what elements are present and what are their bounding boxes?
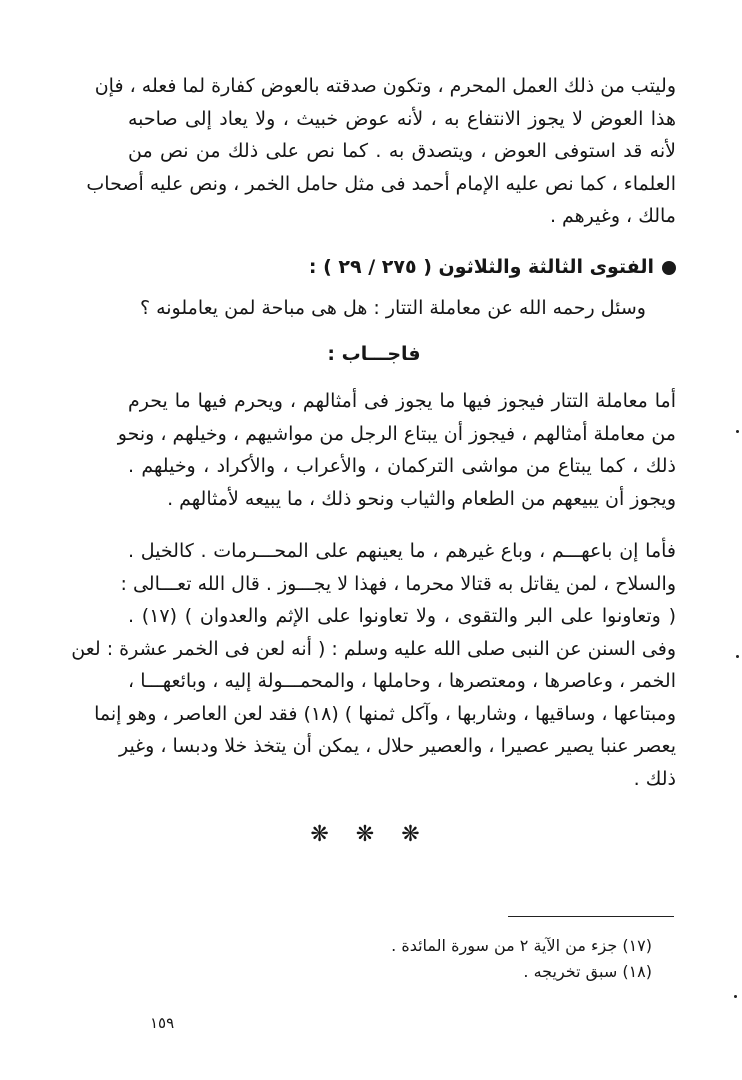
text-line: لأنه قد استوفى العوض ، ويتصدق به . كما نص على ذلك من نص من xyxy=(128,140,676,162)
text-line: الخمر ، وعاصرها ، ومعتصرها ، وحاملها ، والمحمـــولة إليه ، وبائعهـــا ، xyxy=(128,670,676,692)
question-text: وسئل رحمه الله عن معاملة التتار : هل هى مباحة لمن يعاملونه ؟ xyxy=(139,297,646,319)
text-line: العلماء ، كما نص عليه الإمام أحمد فى مثل حامل الخمر ، ونص عليه أصحاب xyxy=(86,172,676,195)
footnote-17: (١٧) جزء من الآية ٢ من سورة المائدة . xyxy=(391,936,652,955)
footnote-divider xyxy=(508,916,674,917)
answer-heading: فاجـــاب : xyxy=(327,343,421,365)
footnote-18: (١٨) سبق تخريجه . xyxy=(523,962,652,981)
section-heading xyxy=(200,256,676,278)
text-line: وفى السنن عن النبى صلى الله عليه وسلم : ( أنه لعن فى الخمر عشرة : لعن xyxy=(71,637,676,660)
paragraph-1 xyxy=(86,70,676,233)
text-line: ويجوز أن يبيعهم من الطعام والثياب ونحو ذلك ، ما يبيعه لأمثالهم . xyxy=(167,487,676,510)
text-line: من معاملة أمثالهم ، فيجوز أن يبتاع الرجل من مواشيهم ، وخيلهم ، ونحو xyxy=(117,422,676,445)
bullet-icon xyxy=(662,261,676,275)
text-line: هذا العوض لا يجوز الانتفاع به ، لأنه عوض خبيث ، ولا يعاد إلى صاحبه xyxy=(128,107,676,130)
text-line: يعصر عنبا يصير عصيرا ، والعصير حلال ، يمكن أن يتخذ خلا ودبسا ، وغير xyxy=(118,735,676,757)
text-line: ذلك ، كما يبتاع من مواشى التركمان ، والأعراب ، والأكراد ، وخيلهم . xyxy=(128,455,676,477)
text-line: فأما إن باعهـــم ، وباع غيرهم ، ما يعينهم على المحـــرمات . كالخيل . xyxy=(128,540,676,562)
paragraph-3 xyxy=(71,535,676,795)
paragraph-2 xyxy=(117,385,676,515)
scan-mark xyxy=(736,430,739,433)
text-line: وليتب من ذلك العمل المحرم ، وتكون صدقته بالعوض كفارة لما فعله ، فإن xyxy=(94,75,676,97)
text-line: ذلك . xyxy=(633,767,676,790)
text-line: ومبتاعها ، وساقيها ، وشاربها ، وآكل ثمنها ) (١٨) فقد لعن العاصر ، وهو إنما xyxy=(94,702,676,725)
scan-mark xyxy=(736,655,739,658)
page-number: ١٥٩ xyxy=(150,1014,175,1032)
text-line: مالك ، وغيرهم . xyxy=(549,205,676,227)
text-line: ( وتعاونوا على البر والتقوى ، ولا تعاونوا على الإثم والعدوان ) (١٧) . xyxy=(128,605,676,627)
scan-mark xyxy=(734,995,737,998)
text-line: أما معاملة التتار فيجوز فيها ما يجوز فى أمثالهم ، ويحرم فيها ما يحرم xyxy=(128,390,676,412)
section-heading-text: الفتوى الثالثة والثلاثون ( ٢٧٥ / ٢٩ ) : xyxy=(308,256,654,278)
section-separator: ❋ ❋ ❋ xyxy=(310,822,430,847)
text-line: والسلاح ، لمن يقاتل به قتالا محرما ، فهذا لا يجـــوز . قال الله تعـــالى : xyxy=(120,572,676,595)
